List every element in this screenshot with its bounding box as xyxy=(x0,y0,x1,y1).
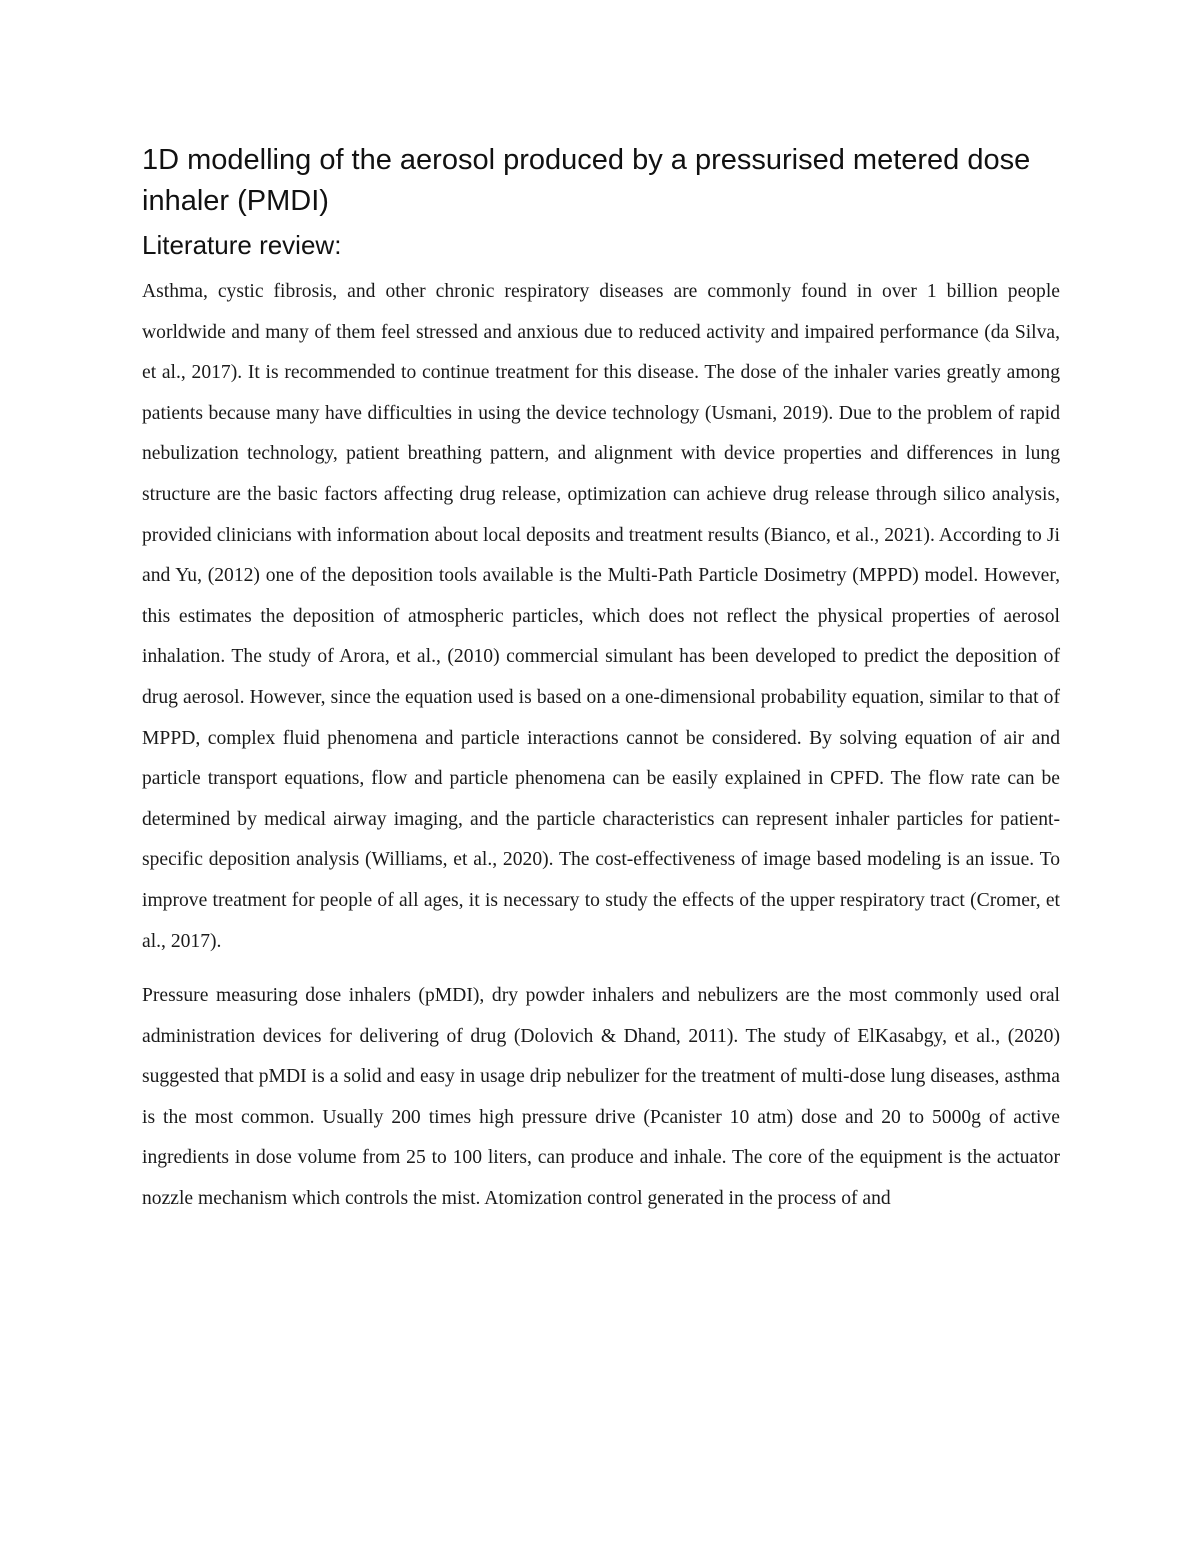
section-heading: Literature review: xyxy=(142,230,342,260)
document-page xyxy=(142,140,1060,1220)
paragraph-1: Asthma, cystic fibrosis, and other chronic respiratory diseases are commonly found in over 1 billion people worldwide and many of them feel stressed and anxious due to reduced activity and impaired performance (da Silva, et al., 2017). It is recommended to continue treatment for this disease. The dose of the inhaler varies greatly among patients because many have difficulties in using the device technology (Usmani, 2019). Due to the problem of rapid nebulization technology, patient breathing pattern, and alignment with device properties and differences in lung structure are the basic factors affecting drug release, optimization can achieve drug release through silico analysis, provided clinicians with information about local deposits and treatment results (Bianco, et al., 2021). According to Ji and Yu, (2012) one of the deposition tools available is the Multi-Path Particle Dosimetry (MPPD) model. However, this estimates the deposition of atmospheric particles, which does not reflect the physical properties of aerosol inhalation. The study of Arora, et al., (2010) commercial simulant has been developed to predict the deposition of drug aerosol. However, since the equation used is based on a one-dimensional probability equation, similar to that of MPPD, complex fluid phenomena and particle interactions cannot be considered. By solving equation of air and particle transport equations, flow and particle phenomena can be easily explained in CPFD. The flow rate can be determined by medical airway imaging, and the particle characteristics can represent inhaler particles for patient-specific deposition analysis (Williams, et al., 2020). The cost-effectiveness of image based modeling is an issue. To improve treatment for people of all ages, it is necessary to study the effects of the upper respiratory tract (Cromer, et al., 2017). xyxy=(142,281,1060,952)
document-title: 1D modelling of the aerosol produced by a pressurised metered dose inhaler (PMDI) xyxy=(142,144,1031,217)
paragraph-2: Pressure measuring dose inhalers (pMDI), dry powder inhalers and nebulizers are the most commonly used oral administration devices for delivering of drug (Dolovich & Dhand, 2011). The study of ElKasabgy, et al., (2020) suggested that pMDI is a solid and easy in usage drip nebulizer for the treatment of multi-dose lung diseases, asthma is the most common. Usually 200 times high pressure drive (Pcanister 10 atm) dose and 20 to 5000g of active ingredients in dose volume from 25 to 100 liters, can produce and inhale. The core of the equipment is the actuator nozzle mechanism which controls the mist. Atomization control generated in the process of and xyxy=(142,985,1060,1210)
